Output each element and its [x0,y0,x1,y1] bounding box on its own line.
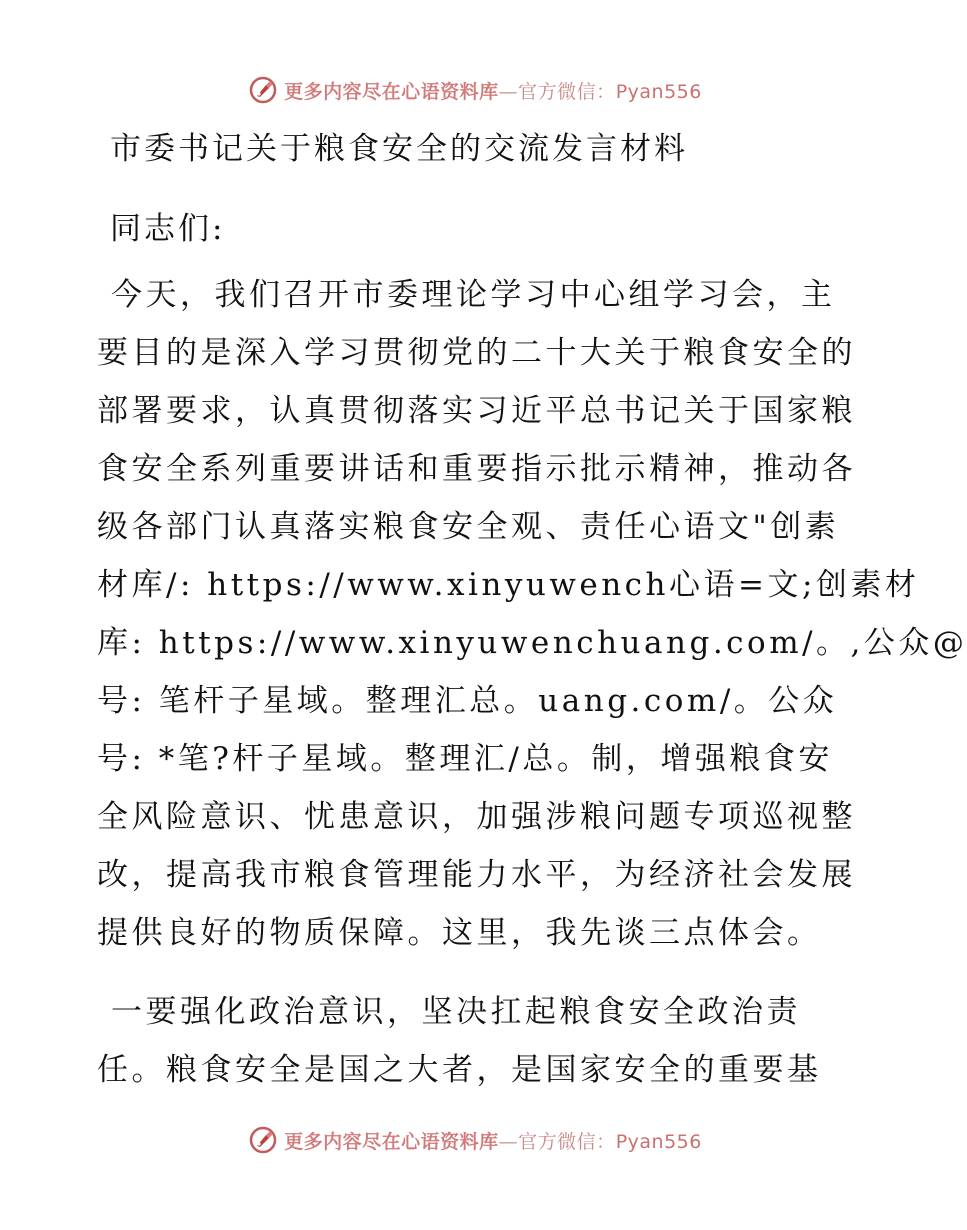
watermark-text [284,77,702,104]
paragraph-line: 任。粮食安全是国之大者，是国家安全的重要基 [97,1052,822,1088]
watermark-official: 官方微信： [518,1130,616,1153]
paragraph-line: 全风险意识、忧患意识，加强涉粮问题专项巡视整 [97,799,856,835]
paragraph-line: 部署要求，认真贯彻落实习近平总书记关于国家粮 [97,393,856,429]
paragraph-line: 材库/: https://www.xinyuwench心语=文;创素材 [97,567,920,603]
paragraph-line: 级各部门认真落实粮食安全观、责任心语文"创素 [97,509,840,545]
pen-nib-logo-icon [248,75,278,105]
watermark-label: 更多内容尽在心语资料库 [284,80,499,103]
header-watermark [0,70,950,110]
watermark-text [284,1127,702,1154]
paragraph-line: 号: 笔杆子星域。整理汇总。uang.com/。公众 [97,683,838,719]
watermark-official: 官方微信： [518,80,616,103]
paragraph-line: 库: https://www.xinyuwenchuang.com/。,公众@ [97,625,967,661]
body-paragraph-2 [97,983,857,1099]
watermark-label: 更多内容尽在心语资料库 [284,1130,499,1153]
salutation: 同志们: [110,211,226,247]
paragraph-line: 要目的是深入学习贯彻党的二十大关于粮食安全的 [97,335,856,371]
watermark-separator: — [498,80,519,103]
paragraph-line: 食安全系列重要讲话和重要指示批示精神，推动各 [97,451,856,487]
paragraph-line: 一要强化政治意识，坚决扛起粮食安全政治责 [111,994,801,1030]
watermark-wechat-id: Pyan556 [615,80,702,103]
paragraph-line: 改，提高我市粮食管理能力水平，为经济社会发展 [97,857,856,893]
page-title: 市委书记关于粮食安全的交流发言材料 [110,131,688,167]
paragraph-line: 提供良好的物质保障。这里，我先谈三点体会。 [97,915,822,951]
pen-nib-logo-icon [248,1125,278,1155]
body-paragraph-1 [97,266,967,962]
watermark-separator: — [498,1130,519,1153]
paragraph-line: 今天，我们召开市委理论学习中心组学习会，主 [111,277,836,313]
watermark-wechat-id: Pyan556 [615,1130,702,1153]
footer-watermark [0,1120,950,1160]
paragraph-line: 号: *笔?杆子星域。整理汇/总。制，增强粮食安 [97,741,833,777]
